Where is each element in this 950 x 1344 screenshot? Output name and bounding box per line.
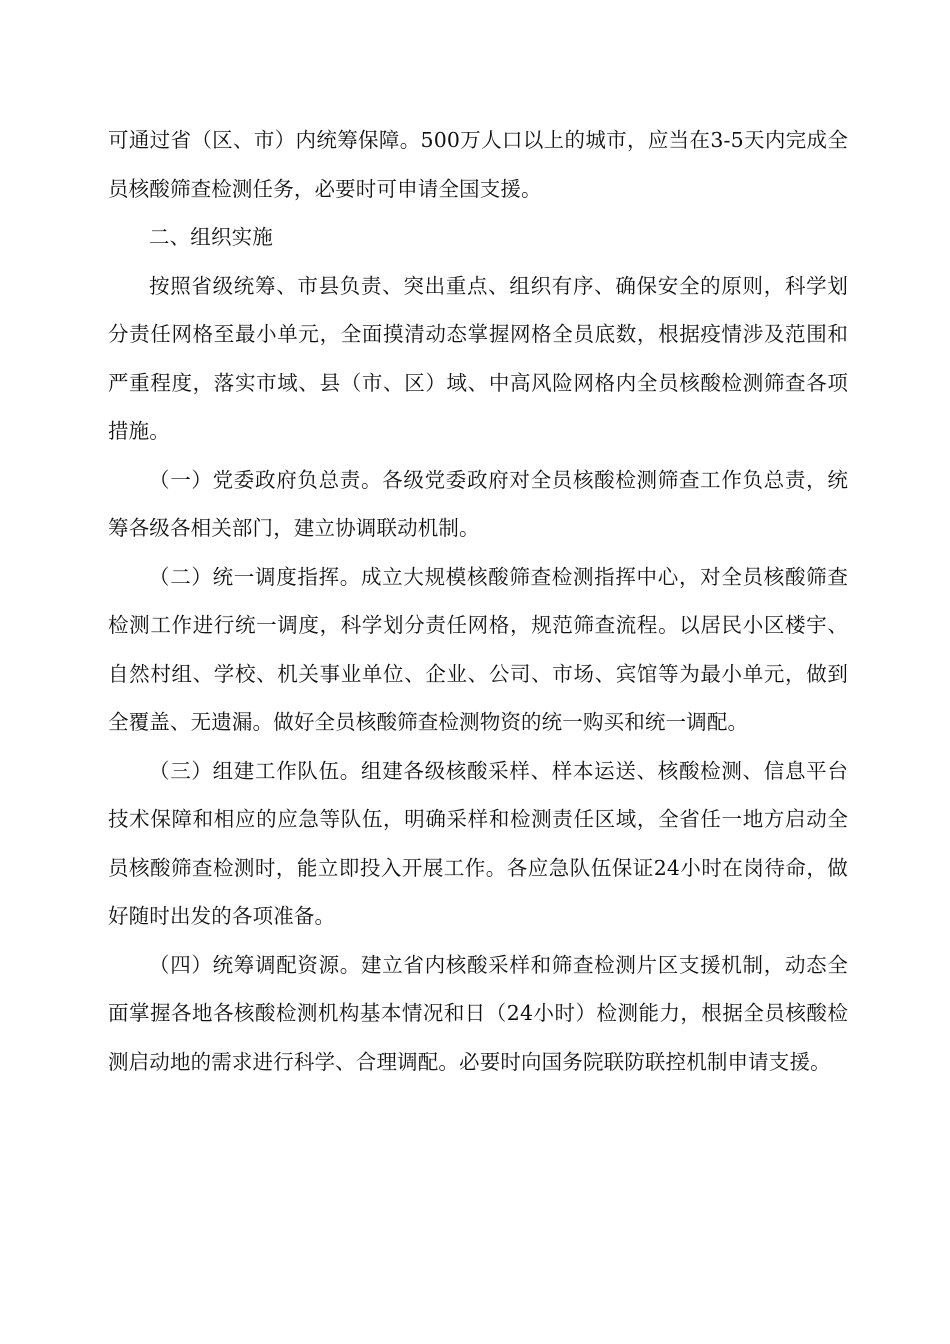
document-page	[108, 116, 848, 1086]
paragraph-item-1: （一）党委政府负总责。各级党委政府对全员核酸检测筛查工作负总责，统筹各级各相关部门，建立协调联动机制。	[108, 467, 848, 540]
paragraph-item-3: （三）组建工作队伍。组建各级核酸采样、样本运送、核酸检测、信息平台技术保障和相应的应急等队伍，明确采样和检测责任区域，全省任一地方启动全员核酸筛查检测时，能立即投入开展工作。各应急队伍保证24小时在岗待命，做好随时出发的各项准备。	[108, 758, 848, 928]
paragraph-continuation: 可通过省（区、市）内统筹保障。500万人口以上的城市，应当在3-5天内完成全员核酸筛查检测任务，必要时可申请全国支援。	[108, 128, 848, 201]
paragraph-item-4: （四）统筹调配资源。建立省内核酸采样和筛查检测片区支援机制，动态全面掌握各地各核酸检测机构基本情况和日（24小时）检测能力，根据全员核酸检测启动地的需求进行科学、合理调配。必要时向国务院联防联控机制申请支援。	[108, 952, 848, 1074]
paragraph-item-2: （二）统一调度指挥。成立大规模核酸筛查检测指挥中心，对全员核酸筛查检测工作进行统一调度，科学划分责任网格，规范筛查流程。以居民小区楼宇、自然村组、学校、机关事业单位、企业、公司、市场、宾馆等为最小单元，做到全覆盖、无遗漏。做好全员核酸筛查检测物资的统一购买和统一调配。	[108, 564, 848, 734]
section-heading: 二、组织实施	[149, 225, 273, 249]
paragraph-principles: 按照省级统筹、市县负责、突出重点、组织有序、确保安全的原则，科学划分责任网格至最小单元，全面摸清动态掌握网格全员底数，根据疫情涉及范围和严重程度，落实市域、县（市、区）域、中高风险网格内全员核酸检测筛查各项措施。	[108, 273, 848, 443]
